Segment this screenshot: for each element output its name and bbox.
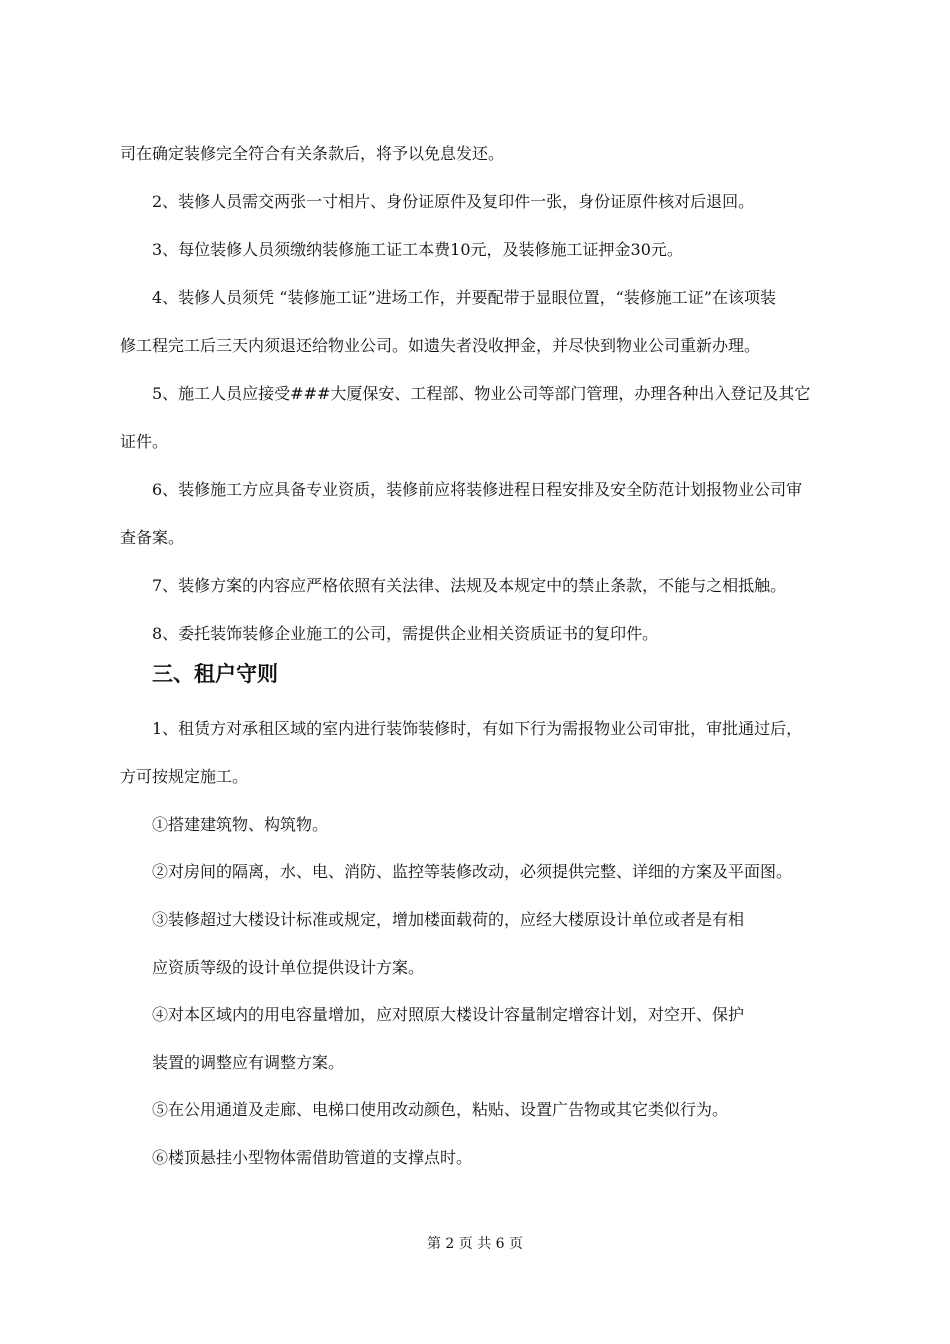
list-item: ④对本区域内的用电容量增加，应对照原大楼设计容量制定增容计划，对空开、保护 (152, 1005, 745, 1024)
paragraph-line: 5、施工人员应接受###大厦保安、工程部、物业公司等部门管理，办理各种出入登记及其它 (152, 384, 811, 403)
paragraph-line: 司在确定装修完全符合有关条款后，将予以免息发还。 (120, 144, 505, 163)
page-number-footer: 第 2 页 共 6 页 (426, 1236, 524, 1252)
paragraph-line: 3、每位装修人员须缴纳装修施工证工本费10元，及装修施工证押金30元。 (152, 240, 683, 259)
paragraph-line: 4、装修人员须凭 “装修施工证”进场工作，并要配带于显眼位置，“装修施工证”在该项装 (152, 288, 776, 307)
paragraph-line: 证件。 (120, 432, 169, 451)
list-item: ①搭建建筑物、构筑物。 (152, 815, 329, 834)
paragraph-line: 8、委托装饰装修企业施工的公司，需提供企业相关资质证书的复印件。 (152, 624, 659, 643)
list-item: ②对房间的隔离，水、电、消防、监控等装修改动，必须提供完整、详细的方案及平面图。 (152, 862, 793, 881)
list-item-continuation: 应资质等级的设计单位提供设计方案。 (152, 958, 425, 977)
paragraph-line: 2、装修人员需交两张一寸相片、身份证原件及复印件一张，身份证原件核对后退回。 (152, 192, 755, 211)
paragraph-line: 7、装修方案的内容应严格依照有关法律、法规及本规定中的禁止条款，不能与之相抵触。 (152, 576, 787, 595)
paragraph-line: 6、装修施工方应具备专业资质，装修前应将装修进程日程安排及安全防范计划报物业公司审 (152, 480, 803, 499)
list-item: ⑥楼顶悬挂小型物体需借助管道的支撑点时。 (152, 1148, 473, 1167)
paragraph-line: 方可按规定施工。 (120, 767, 249, 786)
paragraph-line: 修工程完工后三天内须退还给物业公司。如遗失者没收押金，并尽快到物业公司重新办理。 (120, 336, 761, 355)
list-item: ③装修超过大楼设计标准或规定，增加楼面载荷的，应经大楼原设计单位或者是有相 (152, 910, 745, 929)
paragraph-line: 1、租赁方对承租区域的室内进行装饰装修时，有如下行为需报物业公司审批，审批通过后， (152, 719, 803, 738)
list-item: ⑤在公用通道及走廊、电梯口使用改动颜色，粘贴、设置广告物或其它类似行为。 (152, 1100, 729, 1119)
list-item-continuation: 装置的调整应有调整方案。 (152, 1053, 345, 1072)
section-heading: 三、租户守则 (152, 662, 278, 686)
paragraph-line: 查备案。 (120, 528, 185, 547)
